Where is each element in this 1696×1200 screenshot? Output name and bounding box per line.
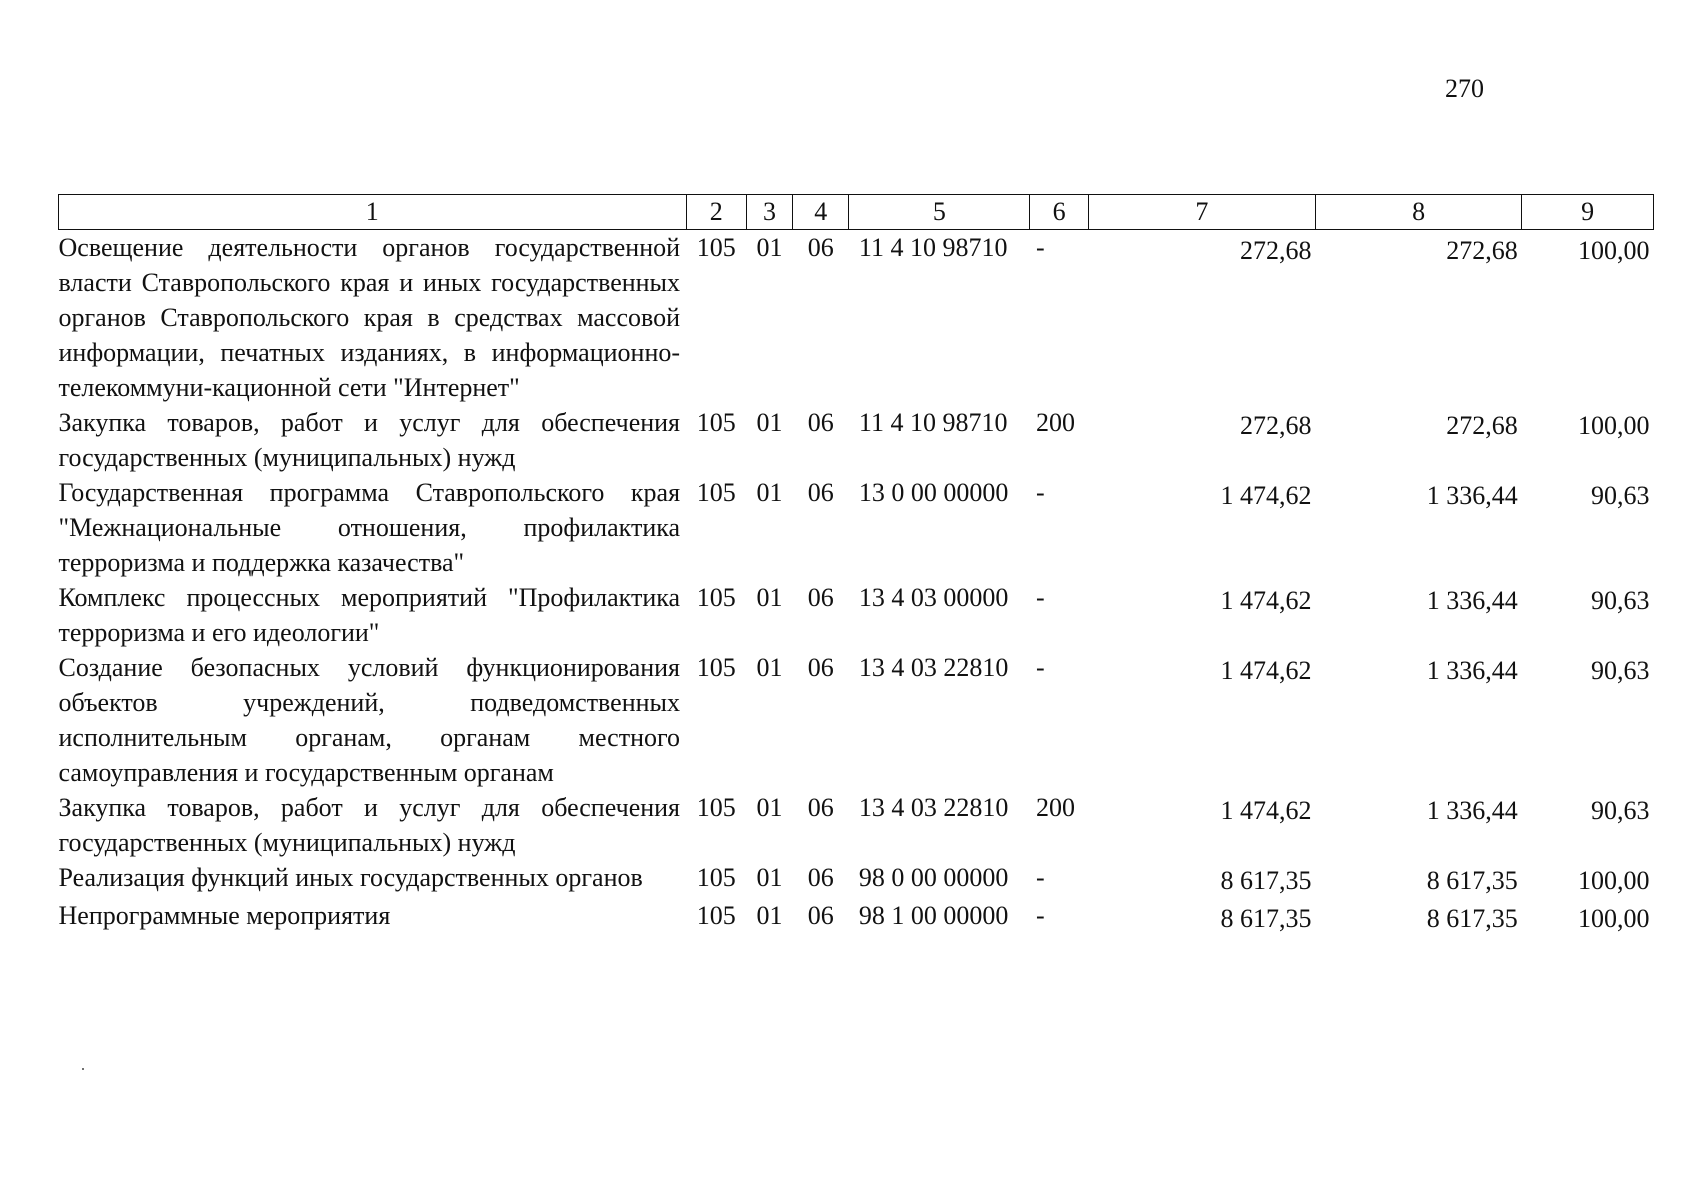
cell-section: 01: [756, 408, 783, 437]
cell-target-code: 13 4 03 22810: [858, 653, 1009, 682]
value: 8 617,35: [1220, 866, 1312, 895]
table-row: [59, 405, 1654, 475]
cell-expense-type: -: [1035, 583, 1045, 612]
row-name: Комплекс процессных мероприятий "Профилактика терроризма и его идеологии": [58, 583, 681, 647]
cell-percent: [1522, 230, 1654, 406]
value: 1 474,62: [1220, 656, 1312, 685]
cell-section: 01: [756, 583, 783, 612]
value: 8 617,35: [1426, 866, 1518, 895]
column-header: 7: [1088, 195, 1315, 230]
value: 8 617,35: [1426, 904, 1518, 933]
cell-ministry: 105: [696, 793, 736, 822]
row-name: Создание безопасных условий функционирования объектов учреждений, подведомственных исполнительным органам, органам местного самоуправления и государственным органам: [58, 653, 681, 787]
cell-subsection: 06: [807, 408, 834, 437]
page-number: 270: [1445, 74, 1484, 103]
cell-ministry: 105: [696, 583, 736, 612]
table-row: [59, 230, 1654, 406]
cell-target-code: 13 4 03 00000: [858, 583, 1009, 612]
cell-target-code: 13 4 03 22810: [858, 793, 1009, 822]
cell-expense-type: -: [1035, 653, 1045, 682]
cell-section: 01: [756, 233, 783, 262]
cell-ministry: 105: [696, 863, 736, 892]
cell-section: 01: [756, 863, 783, 892]
cell-section: 01: [756, 793, 783, 822]
table-row: [59, 898, 1654, 936]
cell-executed: [1316, 475, 1522, 580]
value: 272,68: [1446, 236, 1518, 265]
cell-planned: [1088, 650, 1315, 790]
cell-planned: [1088, 790, 1315, 860]
column-header: 3: [746, 195, 792, 230]
column-header: 8: [1316, 195, 1522, 230]
column-header: 9: [1522, 195, 1654, 230]
value: 1 474,62: [1220, 586, 1312, 615]
value: 100,00: [1578, 904, 1650, 933]
row-name: Реализация функций иных государственных органов: [58, 863, 643, 892]
row-name: Закупка товаров, работ и услуг для обеспечения государственных (муниципальных) нужд: [58, 793, 681, 857]
cell-planned: [1088, 230, 1315, 406]
cell-target-code: 98 1 00 00000: [858, 901, 1009, 930]
cell-planned: [1088, 860, 1315, 898]
cell-percent: [1522, 405, 1654, 475]
cell-percent: [1522, 580, 1654, 650]
cell-planned: [1088, 580, 1315, 650]
header-row: [59, 195, 1654, 230]
value: 272,68: [1240, 411, 1312, 440]
table-row: [59, 650, 1654, 790]
cell-expense-type: 200: [1035, 793, 1075, 822]
table-row: [59, 790, 1654, 860]
cell-target-code: 11 4 10 98710: [858, 233, 1008, 262]
cell-subsection: 06: [807, 901, 834, 930]
value: 8 617,35: [1220, 904, 1312, 933]
cell-planned: [1088, 898, 1315, 936]
cell-subsection: 06: [807, 478, 834, 507]
cell-percent: [1522, 898, 1654, 936]
cell-executed: [1316, 580, 1522, 650]
row-name: Освещение деятельности органов государственной власти Ставропольского края и иных государственных органов Ставропольского края в средствах массовой информации, печатных изданиях, в информационно-телекоммуни-кационной сети "Интернет": [58, 233, 681, 402]
cell-executed: [1316, 790, 1522, 860]
cell-subsection: 06: [807, 583, 834, 612]
cell-subsection: 06: [807, 793, 834, 822]
column-header: 5: [849, 195, 1030, 230]
value: 100,00: [1578, 866, 1650, 895]
table-row: [59, 475, 1654, 580]
cell-section: 01: [756, 901, 783, 930]
column-header: 2: [686, 195, 746, 230]
table-body: [59, 230, 1654, 937]
cell-percent: [1522, 860, 1654, 898]
scan-speck: [82, 1068, 84, 1070]
cell-executed: [1316, 650, 1522, 790]
budget-table: [58, 194, 1654, 936]
cell-subsection: 06: [807, 653, 834, 682]
value: 272,68: [1446, 411, 1518, 440]
cell-percent: [1522, 475, 1654, 580]
cell-section: 01: [756, 478, 783, 507]
value: 1 474,62: [1220, 796, 1312, 825]
table-row: [59, 580, 1654, 650]
cell-expense-type: -: [1035, 863, 1045, 892]
value: 90,63: [1591, 481, 1650, 510]
value: 1 336,44: [1426, 586, 1518, 615]
cell-section: 01: [756, 653, 783, 682]
cell-ministry: 105: [696, 233, 736, 262]
value: 90,63: [1591, 586, 1650, 615]
value: 1 336,44: [1426, 481, 1518, 510]
cell-ministry: 105: [696, 653, 736, 682]
column-header: 4: [793, 195, 849, 230]
cell-subsection: 06: [807, 233, 834, 262]
value: 1 474,62: [1220, 481, 1312, 510]
cell-ministry: 105: [696, 478, 736, 507]
cell-subsection: 06: [807, 863, 834, 892]
value: 90,63: [1591, 656, 1650, 685]
cell-ministry: 105: [696, 901, 736, 930]
cell-percent: [1522, 650, 1654, 790]
cell-percent: [1522, 790, 1654, 860]
column-header: 6: [1030, 195, 1088, 230]
table-header: [59, 195, 1654, 230]
value: 272,68: [1240, 236, 1312, 265]
row-name: Государственная программа Ставропольского края "Межнациональные отношения, профилактика терроризма и поддержка казачества": [58, 478, 681, 577]
value: 1 336,44: [1426, 796, 1518, 825]
cell-planned: [1088, 405, 1315, 475]
cell-executed: [1316, 860, 1522, 898]
cell-executed: [1316, 230, 1522, 406]
cell-executed: [1316, 405, 1522, 475]
value: 100,00: [1578, 236, 1650, 265]
cell-expense-type: 200: [1035, 408, 1075, 437]
row-name: Непрограммные мероприятия: [58, 901, 391, 930]
cell-expense-type: -: [1035, 233, 1045, 262]
row-name: Закупка товаров, работ и услуг для обеспечения государственных (муниципальных) нужд: [58, 408, 681, 472]
cell-target-code: 13 0 00 00000: [858, 478, 1009, 507]
cell-ministry: 105: [696, 408, 736, 437]
value: 100,00: [1578, 411, 1650, 440]
column-header: 1: [59, 195, 687, 230]
table-row: [59, 860, 1654, 898]
cell-target-code: 11 4 10 98710: [858, 408, 1008, 437]
cell-planned: [1088, 475, 1315, 580]
cell-expense-type: -: [1035, 478, 1045, 507]
cell-target-code: 98 0 00 00000: [858, 863, 1009, 892]
value: 1 336,44: [1426, 656, 1518, 685]
value: 90,63: [1591, 796, 1650, 825]
cell-expense-type: -: [1035, 901, 1045, 930]
cell-executed: [1316, 898, 1522, 936]
